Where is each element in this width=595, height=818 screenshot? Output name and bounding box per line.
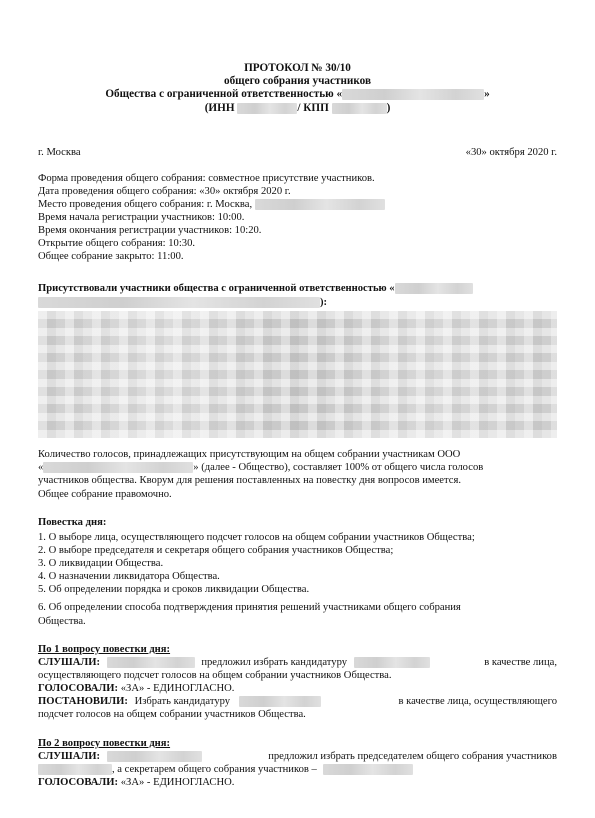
agenda-item-3: 3. О ликвидации Общества.	[38, 558, 164, 569]
q1-decided-cont: подсчет голосов на общем собрании участников Общества.	[38, 709, 306, 720]
redacted-company-short	[395, 283, 473, 294]
agenda-item-5: 5. Об определении порядка и сроков ликвидации Общества.	[38, 584, 310, 595]
redacted-q1-decided-candidate	[239, 696, 321, 707]
agenda-item-1: 1. О выборе лица, осуществляющего подсчет голосов на общем собрании участников Общества;	[38, 532, 475, 543]
redacted-kpp	[332, 103, 387, 114]
present-heading-end: ):	[320, 297, 328, 308]
votes-line-4: Общее собрание правомочно.	[38, 489, 172, 500]
q1-heard-text-b: в качестве лица,	[484, 657, 557, 668]
redacted-company-quoted	[43, 462, 193, 473]
q1-voted-label: ГОЛОСОВАЛИ:	[38, 683, 119, 694]
meeting-closed: Общее собрание закрыто: 11:00.	[38, 251, 184, 262]
q1-decided-text-b: в качестве лица, осуществляющего	[398, 696, 557, 707]
meeting-place	[38, 198, 385, 211]
present-heading-cont	[38, 296, 327, 309]
redacted-participants-block	[38, 311, 557, 438]
document-title: ПРОТОКОЛ № 30/10	[244, 62, 351, 74]
q1-voted-text: «ЗА» - ЕДИНОГЛАСНО.	[120, 683, 235, 694]
agenda-item-6-cont: Общества.	[38, 616, 86, 627]
kpp-prefix: / КПП	[297, 102, 332, 114]
agenda-item-6: 6. Об определении способа подтверждения принятия решений участниками общего собрания	[38, 602, 461, 613]
registration-end: Время окончания регистрации участников: 10:20.	[38, 225, 262, 236]
city: г. Москва	[38, 147, 81, 158]
q2-heard-text-a: предложил избрать председателем общего собрания участников	[268, 751, 557, 762]
q2-voted	[38, 776, 234, 789]
votes-line-2	[38, 462, 557, 475]
q2-heard-label: СЛУШАЛИ:	[38, 751, 101, 762]
q2-voted-label: ГОЛОСОВАЛИ:	[38, 777, 119, 788]
company-prefix: Общества с ограниченной ответственностью «	[105, 88, 343, 100]
q2-heading: По 2 вопросу повестки дня:	[38, 738, 171, 749]
company-suffix: »	[484, 88, 490, 100]
q2-heard-text-b: , а секретарем общего собрания участников –	[112, 764, 317, 775]
meeting-place-prefix: Место проведения общего собрания: г. Москва,	[38, 199, 255, 210]
q1-heard	[38, 656, 557, 669]
votes-quote-open: «	[38, 462, 44, 473]
agenda-item-4: 4. О назначении ликвидатора Общества.	[38, 571, 220, 582]
redacted-company-details	[38, 297, 320, 308]
q1-heard-label: СЛУШАЛИ:	[38, 657, 101, 668]
meeting-date: Дата проведения общего собрания: «30» октября 2020 г.	[38, 186, 291, 197]
q2-heard	[38, 750, 557, 763]
q2-heard-cont	[38, 763, 413, 776]
present-heading	[38, 282, 473, 295]
protocol-date: «30» октября 2020 г.	[465, 147, 557, 158]
votes-line-1: Количество голосов, принадлежащих присутствующим на общем собрании участникам ООО	[38, 449, 461, 460]
redacted-company-name	[342, 89, 484, 100]
q1-decided-text-a: Избрать кандидатуру	[134, 696, 231, 707]
document-subtitle: общего собрания участников	[223, 75, 371, 87]
redacted-q2-secretary	[323, 764, 413, 775]
q1-heard-text-a: предложил избрать кандидатуру	[201, 657, 348, 668]
inn-suffix: )	[386, 102, 391, 114]
votes-line-3: участников общества. Кворум для решения поставленных на повестку дня вопросов имеется.	[38, 475, 461, 486]
agenda-item-2: 2. О выборе председателя и секретаря общего собрания участников Общества;	[38, 545, 394, 556]
redacted-address	[255, 199, 385, 210]
q1-decided	[38, 695, 557, 708]
q2-voted-text: «ЗА» - ЕДИНОГЛАСНО.	[120, 777, 235, 788]
present-heading-text: Присутствовали участники общества с ограниченной ответственностью «	[38, 283, 395, 294]
agenda-heading: Повестка дня:	[38, 517, 107, 528]
inn-prefix: (ИНН	[204, 102, 238, 114]
votes-line-2-text: » (далее - Общество), составляет 100% от общего числа голосов	[193, 462, 484, 473]
registration-start: Время начала регистрации участников: 10:00.	[38, 212, 245, 223]
redacted-q1-speaker	[107, 657, 195, 668]
redacted-q2-chairman	[38, 764, 112, 775]
q1-heading: По 1 вопросу повестки дня:	[38, 644, 171, 655]
redacted-inn	[237, 103, 297, 114]
redacted-q1-candidate	[354, 657, 430, 668]
meeting-open: Открытие общего собрания: 10:30.	[38, 238, 196, 249]
q1-decided-label: ПОСТАНОВИЛИ:	[38, 696, 128, 707]
q1-heard-cont: осуществляющего подсчет голосов на общем собрании участников Общества.	[38, 670, 392, 681]
redacted-q2-speaker	[107, 751, 202, 762]
company-line	[0, 88, 595, 101]
meeting-form: Форма проведения общего собрания: совместное присутствие участников.	[38, 173, 375, 184]
q1-voted	[38, 682, 234, 695]
inn-kpp-line	[0, 102, 595, 115]
